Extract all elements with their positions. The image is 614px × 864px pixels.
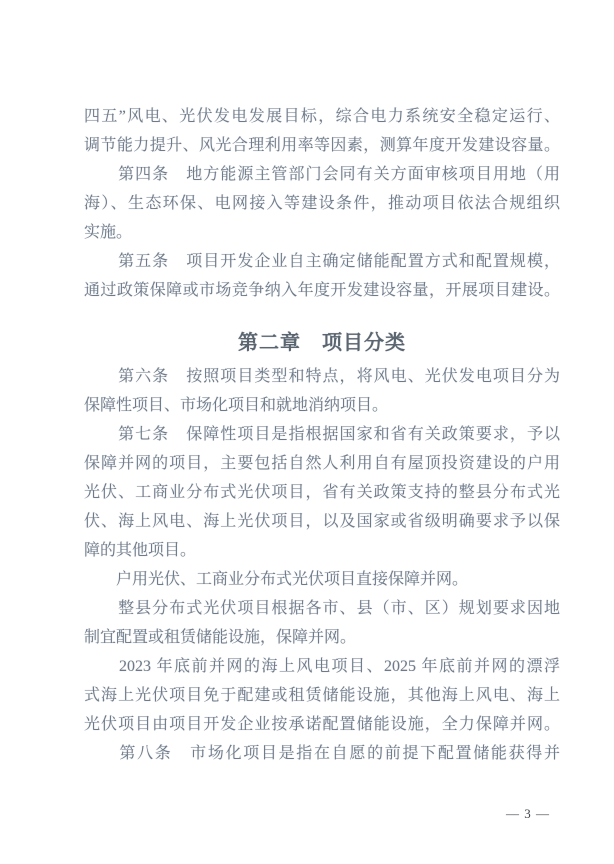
- text-line: 制宜配置或租赁储能设施，保障并网。: [84, 629, 357, 646]
- text-line: 第七条 保障性项目是指根据国家和省有关政策要求，予以: [84, 426, 560, 443]
- text-line: 实施。: [84, 224, 133, 241]
- text-line: 第四条 地方能源主管部门会同有关方面审核项目用地（用: [84, 166, 560, 183]
- text-line: 伏、海上风电、海上光伏项目，以及国家或省级明确要求予以保: [84, 513, 560, 530]
- text-line: 通过政策保障或市场竞争纳入年度开发建设容量，开展项目建设。: [84, 282, 560, 299]
- text-line: 第六条 按照项目类型和特点，将风电、光伏发电项目分为: [84, 368, 560, 385]
- text-line: 整县分布式光伏项目根据各市、县（市、区）规划要求因地: [84, 600, 560, 617]
- text-line: 第五条 项目开发企业自主确定储能配置方式和配置规模，: [84, 253, 560, 270]
- text-line: 障的其他项目。: [84, 542, 197, 559]
- text-line: 户用光伏、工商业分布式光伏项目直接保障并网。: [84, 571, 469, 588]
- text-line: 2023 年底前并网的海上风电项目、2025 年底前并网的漂浮: [84, 658, 560, 675]
- text-line: 式海上光伏项目免于配建或租赁储能设施，其他海上风电、海上: [84, 687, 560, 704]
- text-line: 海）、生态环保、电网接入等建设条件，推动项目依法合规组织: [84, 195, 560, 212]
- text-line: 四五”风电、光伏发电发展目标，综合电力系统安全稳定运行、: [84, 108, 560, 125]
- text-line: 调节能力提升、风光合理利用率等因素，测算年度开发建设容量。: [84, 137, 560, 154]
- text-line: 保障性项目、市场化项目和就地消纳项目。: [84, 397, 389, 414]
- text-line: 光伏项目由项目开发企业按承诺配置储能设施，全力保障并网。: [84, 716, 560, 733]
- text-line: 第八条 市场化项目是指在自愿的前提下配置储能获得并: [84, 745, 560, 762]
- text-line: 光伏、工商业分布式光伏项目，省有关政策支持的整县分布式光: [84, 484, 560, 501]
- chapter-heading: 第二章 项目分类: [238, 332, 406, 354]
- document-text-block: [84, 102, 560, 768]
- text-line: 保障并网的项目，主要包括自然人利用自有屋顶投资建设的户用: [84, 455, 560, 472]
- page-number: — 3 —: [506, 806, 550, 821]
